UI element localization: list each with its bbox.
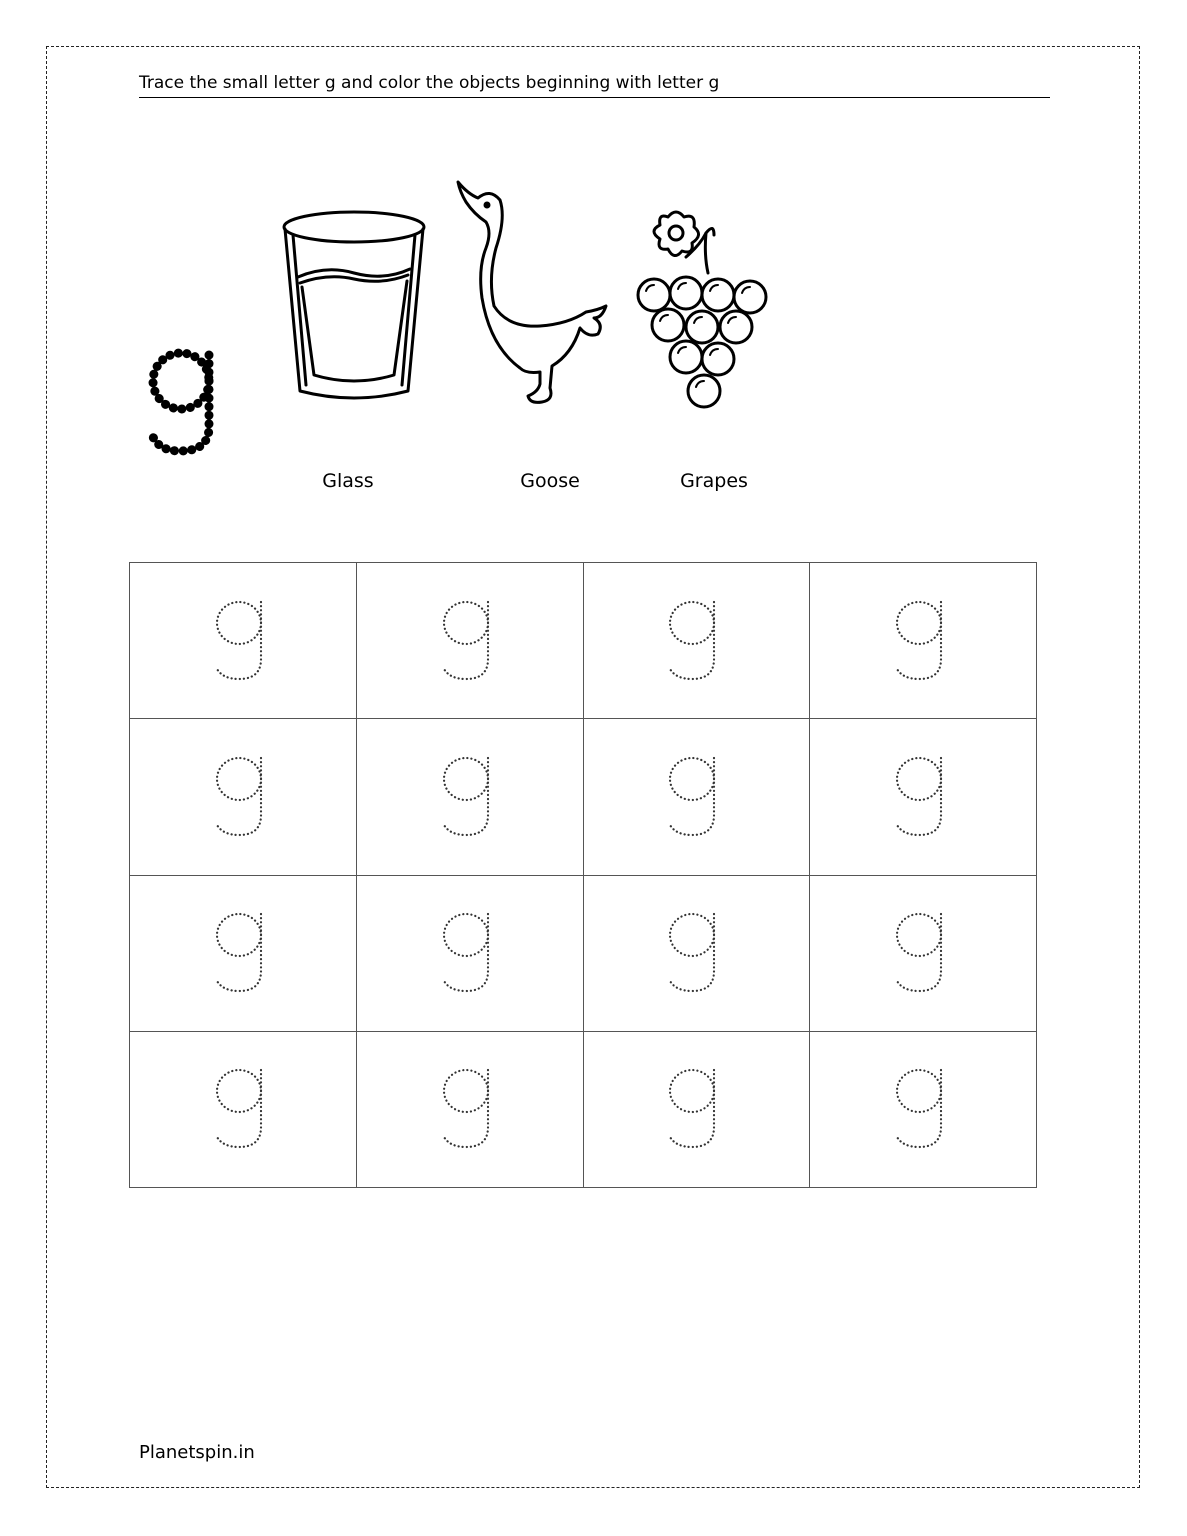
instruction-text: Trace the small letter g and color the objects beginning with letter g bbox=[139, 72, 1050, 98]
tracing-cell[interactable] bbox=[357, 876, 584, 1032]
dotted-letter-g bbox=[440, 599, 500, 683]
caption-grapes: Grapes bbox=[680, 470, 748, 492]
dotted-letter-g bbox=[440, 911, 500, 995]
tracing-cell[interactable] bbox=[130, 1032, 357, 1188]
dotted-letter-g bbox=[666, 911, 726, 995]
dotted-letter-g bbox=[893, 755, 953, 839]
tracing-cell[interactable] bbox=[357, 563, 584, 719]
dotted-letter-g bbox=[893, 1067, 953, 1151]
tracing-cell[interactable] bbox=[357, 719, 584, 875]
example-letter-g bbox=[140, 345, 225, 460]
tracing-cell[interactable] bbox=[584, 719, 811, 875]
tracing-cell[interactable] bbox=[357, 1032, 584, 1188]
tracing-cell[interactable] bbox=[130, 876, 357, 1032]
tracing-cell[interactable] bbox=[584, 1032, 811, 1188]
glass-icon bbox=[276, 205, 431, 410]
dotted-letter-g bbox=[893, 599, 953, 683]
dotted-letter-g bbox=[893, 911, 953, 995]
tracing-cell[interactable] bbox=[810, 1032, 1037, 1188]
dotted-letter-g bbox=[666, 599, 726, 683]
tracing-cell[interactable] bbox=[130, 563, 357, 719]
tracing-cell[interactable] bbox=[810, 876, 1037, 1032]
goose-icon bbox=[450, 178, 620, 410]
dotted-letter-g bbox=[213, 1067, 273, 1151]
dotted-letter-g bbox=[440, 755, 500, 839]
tracing-cell[interactable] bbox=[584, 876, 811, 1032]
caption-glass: Glass bbox=[322, 470, 374, 492]
tracing-grid bbox=[129, 562, 1037, 1188]
tracing-cell[interactable] bbox=[130, 719, 357, 875]
tracing-cell[interactable] bbox=[584, 563, 811, 719]
dotted-letter-g bbox=[666, 755, 726, 839]
dotted-letter-g bbox=[440, 1067, 500, 1151]
dotted-letter-g bbox=[213, 599, 273, 683]
dotted-letter-g bbox=[213, 755, 273, 839]
dotted-letter-g bbox=[213, 911, 273, 995]
dotted-letter-g bbox=[666, 1067, 726, 1151]
grapes-icon bbox=[628, 205, 778, 415]
caption-goose: Goose bbox=[520, 470, 580, 492]
tracing-cell[interactable] bbox=[810, 563, 1037, 719]
tracing-cell[interactable] bbox=[810, 719, 1037, 875]
footer-credit: Planetspin.in bbox=[139, 1442, 255, 1463]
